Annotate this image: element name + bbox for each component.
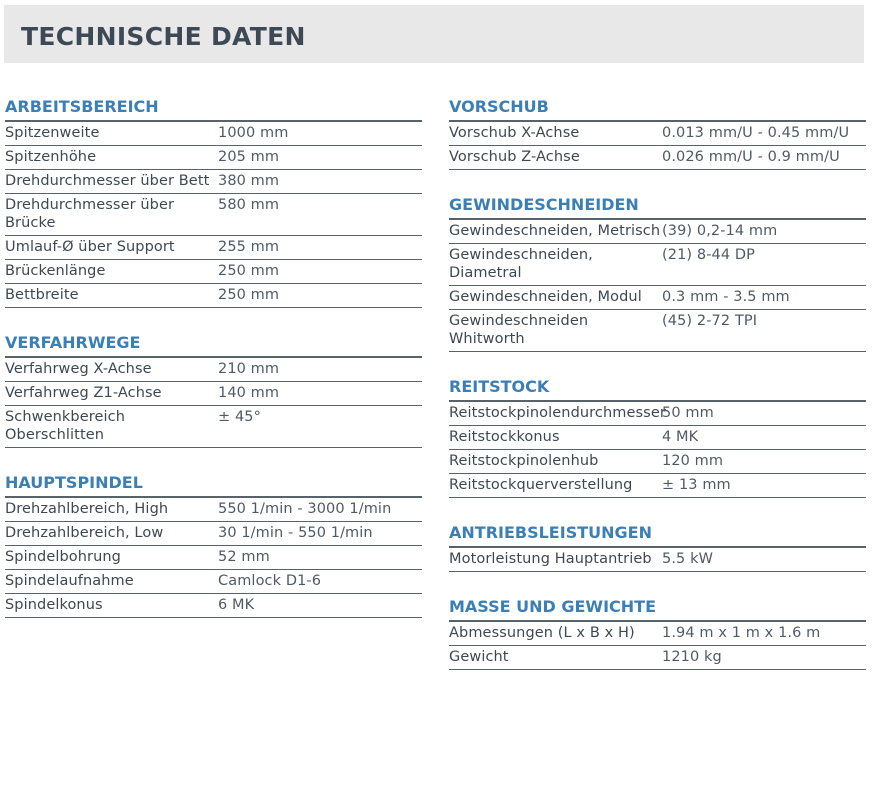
section-heading: MASSE UND GEWICHTE bbox=[449, 596, 866, 622]
spec-value: (39) 0,2-14 mm bbox=[662, 223, 778, 239]
spec-label: Gewindeschneiden, Metrisch bbox=[449, 223, 661, 239]
spec-value: 1000 mm bbox=[218, 125, 289, 141]
section-heading: VORSCHUB bbox=[449, 96, 866, 122]
spec-row bbox=[5, 522, 422, 546]
section-heading: REITSTOCK bbox=[449, 376, 866, 402]
left-column bbox=[5, 96, 422, 642]
spec-label: Abmessungen (L x B x H) bbox=[449, 625, 635, 641]
section-heading: GEWINDESCHNEIDEN bbox=[449, 194, 866, 220]
spec-row bbox=[449, 622, 866, 646]
spec-row bbox=[5, 546, 422, 570]
section-gewindeschneiden bbox=[449, 194, 866, 352]
spec-row bbox=[5, 406, 422, 448]
spec-row bbox=[5, 236, 422, 260]
spec-row bbox=[449, 146, 866, 170]
spec-value: 140 mm bbox=[218, 385, 280, 401]
right-column bbox=[449, 96, 866, 694]
spec-row bbox=[449, 310, 866, 352]
section-masse-und-gewichte bbox=[449, 596, 866, 670]
section-verfahrwege bbox=[5, 332, 422, 448]
spec-value: 30 1/min - 550 1/min bbox=[218, 525, 373, 541]
spec-value: 1.94 m x 1 m x 1.6 m bbox=[662, 625, 821, 641]
spec-row bbox=[449, 646, 866, 670]
section-heading: ANTRIEBSLEISTUNGEN bbox=[449, 522, 866, 548]
spec-value: 6 MK bbox=[218, 597, 255, 613]
spec-value: 250 mm bbox=[218, 287, 280, 303]
section-heading: VERFAHRWEGE bbox=[5, 332, 422, 358]
spec-row bbox=[5, 170, 422, 194]
page-title: TECHNISCHE DATEN bbox=[21, 22, 306, 51]
spec-label: Schwenkbereich Oberschlitten bbox=[5, 409, 126, 443]
spec-value: 250 mm bbox=[218, 263, 280, 279]
spec-value: 205 mm bbox=[218, 149, 280, 165]
section-vorschub bbox=[449, 96, 866, 170]
spec-label: Reitstockpinolendurchmesser bbox=[449, 405, 666, 421]
spec-label: Vorschub Z-Achse bbox=[449, 149, 580, 165]
spec-value: ± 13 mm bbox=[662, 477, 731, 493]
spec-value: (21) 8-44 DP bbox=[662, 247, 756, 263]
section-heading: ARBEITSBEREICH bbox=[5, 96, 422, 122]
spec-value: Camlock D1-6 bbox=[218, 573, 322, 589]
section-arbeitsbereich bbox=[5, 96, 422, 308]
spec-value: 580 mm bbox=[218, 197, 280, 213]
section-reitstock bbox=[449, 376, 866, 498]
section-heading: HAUPTSPINDEL bbox=[5, 472, 422, 498]
spec-label: Spitzenhöhe bbox=[5, 149, 97, 165]
section-hauptspindel bbox=[5, 472, 422, 618]
spec-label: Drehzahlbereich, Low bbox=[5, 525, 164, 541]
spec-label: Brückenlänge bbox=[5, 263, 106, 279]
spec-label: Verfahrweg Z1-Achse bbox=[5, 385, 162, 401]
spec-label: Gewicht bbox=[449, 649, 509, 665]
spec-row bbox=[449, 122, 866, 146]
spec-label: Vorschub X-Achse bbox=[449, 125, 580, 141]
spec-label: Spindelaufnahme bbox=[5, 573, 134, 589]
spec-row bbox=[5, 594, 422, 618]
spec-row bbox=[449, 402, 866, 426]
spec-label: Gewindeschneiden, Diametral bbox=[449, 247, 593, 281]
spec-value: 0.013 mm/U - 0.45 mm/U bbox=[662, 125, 850, 141]
spec-label: Reitstockpinolenhub bbox=[449, 453, 599, 469]
spec-label: Umlauf-Ø über Support bbox=[5, 239, 175, 255]
spec-label: Verfahrweg X-Achse bbox=[5, 361, 152, 377]
spec-value: 1210 kg bbox=[662, 649, 722, 665]
spec-row bbox=[5, 498, 422, 522]
spec-row bbox=[5, 358, 422, 382]
spec-label: Gewindeschneiden, Modul bbox=[449, 289, 642, 305]
spec-row bbox=[5, 122, 422, 146]
spec-label: Spindelkonus bbox=[5, 597, 103, 613]
spec-row bbox=[449, 286, 866, 310]
spec-value: 120 mm bbox=[662, 453, 724, 469]
spec-label: Drehzahlbereich, High bbox=[5, 501, 169, 517]
spec-label: Spitzenweite bbox=[5, 125, 100, 141]
spec-value: 50 mm bbox=[662, 405, 714, 421]
spec-label: Reitstockquerverstellung bbox=[449, 477, 633, 493]
spec-value: 380 mm bbox=[218, 173, 280, 189]
spec-row bbox=[449, 548, 866, 572]
spec-label: Drehdurchmesser über Bett bbox=[5, 173, 210, 189]
spec-row bbox=[5, 260, 422, 284]
spec-row bbox=[5, 146, 422, 170]
spec-label: Bettbreite bbox=[5, 287, 79, 303]
spec-row bbox=[449, 220, 866, 244]
spec-label: Motorleistung Hauptantrieb bbox=[449, 551, 652, 567]
spec-label: Reitstockkonus bbox=[449, 429, 560, 445]
spec-value: 4 MK bbox=[662, 429, 699, 445]
spec-value: (45) 2-72 TPI bbox=[662, 313, 758, 329]
spec-label: Drehdurchmesser über Brücke bbox=[5, 197, 175, 231]
section-antriebsleistungen bbox=[449, 522, 866, 572]
spec-value: 5.5 kW bbox=[662, 551, 714, 567]
spec-value: 52 mm bbox=[218, 549, 270, 565]
spec-row bbox=[5, 570, 422, 594]
page-header bbox=[4, 5, 864, 63]
spec-label: Gewindeschneiden Whitworth bbox=[449, 313, 589, 347]
spec-value: 255 mm bbox=[218, 239, 280, 255]
spec-row bbox=[449, 474, 866, 498]
spec-value: 550 1/min - 3000 1/min bbox=[218, 501, 392, 517]
spec-row bbox=[5, 382, 422, 406]
spec-row bbox=[449, 244, 866, 286]
spec-label: Spindelbohrung bbox=[5, 549, 121, 565]
spec-row bbox=[449, 450, 866, 474]
spec-row bbox=[449, 426, 866, 450]
spec-value: 0.3 mm - 3.5 mm bbox=[662, 289, 790, 305]
spec-row bbox=[5, 284, 422, 308]
spec-value: 210 mm bbox=[218, 361, 280, 377]
spec-value: ± 45° bbox=[218, 409, 261, 425]
spec-value: 0.026 mm/U - 0.9 mm/U bbox=[662, 149, 840, 165]
spec-row bbox=[5, 194, 422, 236]
